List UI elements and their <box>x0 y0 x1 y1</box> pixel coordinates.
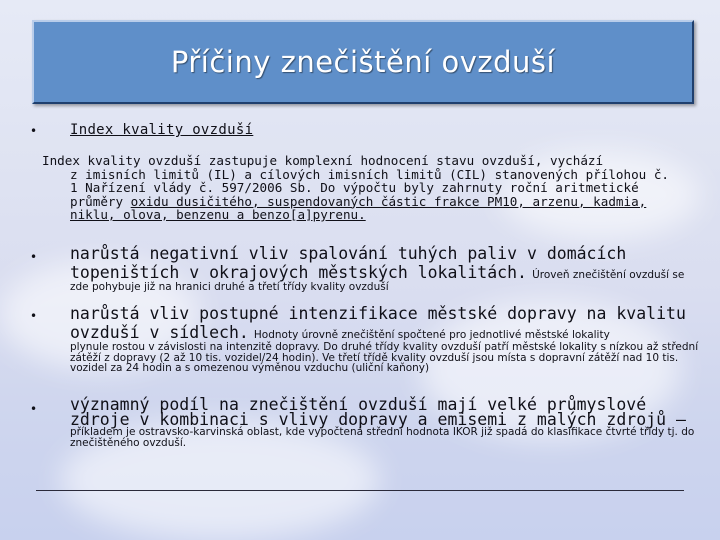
list-item-detail-text: příkladem je ostravsko-karvinská oblast, kde vypočtená střední hodnota IKOR již spadá do klasifikace čtvrté třídy tj. do znečištěného ovzduší. <box>70 426 695 449</box>
list-item-inline-text: Úroveň znečištění ovzduší se <box>532 269 685 281</box>
list-item-domestic-heating <box>70 244 700 293</box>
bullet-marker: • <box>30 124 38 138</box>
bullet-marker: • <box>30 402 38 416</box>
index-description-paragraph <box>42 154 682 222</box>
bullet-heading: Index kvality ovzduší <box>70 122 254 138</box>
title-banner <box>32 20 694 104</box>
slide-title: Příčiny znečištění ovzduší <box>170 45 556 79</box>
list-item-urban-traffic <box>70 304 700 374</box>
list-item-main-text: narůstá negativní vliv spalování tuhých paliv v domácích topeništích v okrajových městských lokalitách. <box>70 244 627 282</box>
list-item-detail-text: zde pohybuje již na hranici druhé a třetí třídy kvality ovzduší <box>70 281 389 293</box>
bullet-marker: • <box>30 250 38 264</box>
paragraph-lead: Index kvality ovzduší zastupuje komplexní hodnocení stavu ovzduší, vychází <box>42 153 604 168</box>
list-item-main-text: narůstá vliv postupné intenzifikace městské dopravy na kvalitu ovzduší v sídlech. <box>70 304 686 342</box>
list-item-industrial-sources <box>70 397 700 448</box>
bottom-divider <box>36 490 684 491</box>
paragraph-text: z imisních limitů (IL) a cílových imisních limitů (CIL) stanovených přílohou č. 1 Nařízení vlády č. 597/2006 Sb. Do výpočtu byly zahrnuty roční aritmetické průměry <box>70 166 669 209</box>
list-item-inline-text: Hodnoty úrovně znečištění spočtené pro jednotlivé městské lokality <box>253 329 610 341</box>
paragraph-underlined-text: oxidu dusičitého, suspendovaných částic frakce PM10, arzenu, kadmia, niklu, olova, benzenu a benzo[a]pyrenu. <box>70 193 647 222</box>
list-item-detail-text: plynule rostou v závislosti na intenzitě dopravy. Do druhé třídy kvality ovzduší patří městské lokality s nízkou až střední zátěží z dopravy (2 až 10 tis. vozidel/24 hodin). Ve třetí třídě kvality ovzduší jsou místa s dopravní zátěží nad 10 tis. vozidel za 24 hodin a s omezenou výměnou vzduchu (uliční kaňony) <box>70 341 699 374</box>
bullet-marker: • <box>30 309 38 323</box>
list-item-main-text: významný podíl na znečištění ovzduší mají velké průmyslové zdroje v kombinaci s vlivy dopravy a emisemi z malých zdrojů – <box>70 395 686 429</box>
